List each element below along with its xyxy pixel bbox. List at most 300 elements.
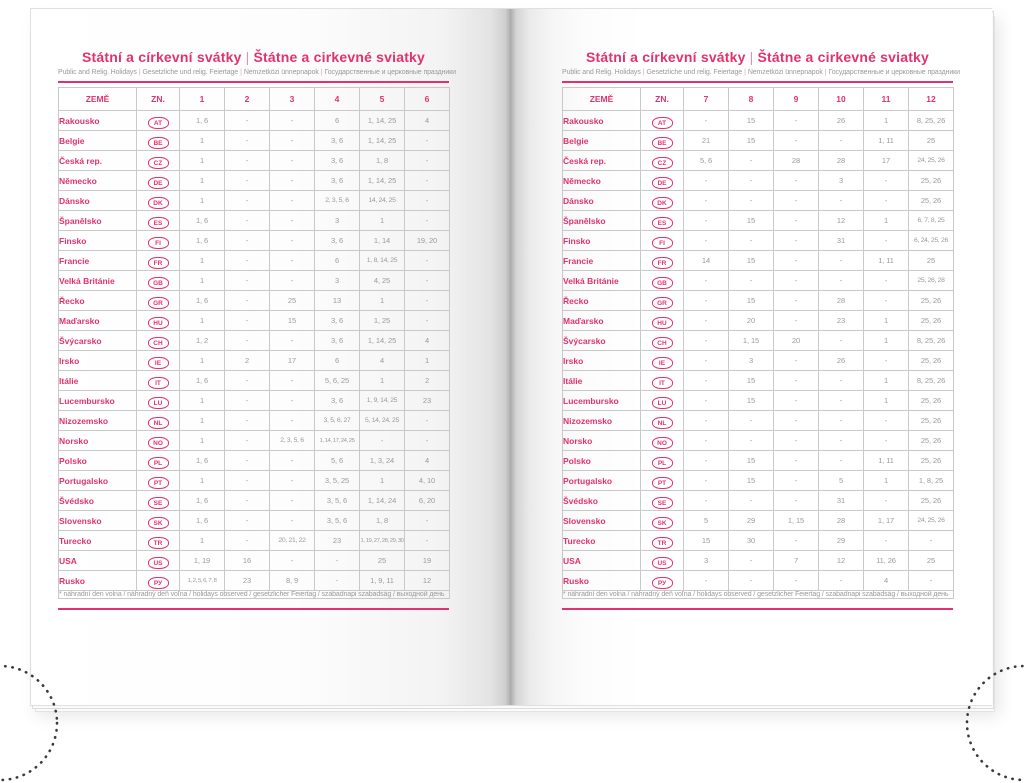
country-code-cell (137, 131, 180, 151)
footnote-text: * náhradní den volna / náhradný deň voľna / holidays observed / gesetzlicher Feiertag / szabadnapi szabadság / выходной день (59, 591, 450, 599)
holiday-days-cell: - (270, 111, 315, 131)
holiday-days-cell: 1, 11 (864, 251, 909, 271)
country-row-BE (59, 131, 450, 151)
holiday-days-cell: 2, 3, 5, 6 (315, 191, 360, 211)
country-code-badge: SK (652, 517, 673, 529)
holiday-days-cell: 25, 26 (909, 171, 954, 191)
holiday-days-cell: - (684, 491, 729, 511)
holiday-days-cell: - (864, 271, 909, 291)
holiday-days-cell: - (270, 391, 315, 411)
holiday-days-cell: - (774, 251, 819, 271)
holidays-table-first-half (58, 87, 450, 599)
holiday-days-cell: 4 (360, 351, 405, 371)
holiday-days-cell: 7 (774, 551, 819, 571)
country-code-cell (641, 251, 684, 271)
country-code-badge: РУ (652, 577, 673, 589)
holiday-days-cell: 23 (225, 571, 270, 591)
holiday-days-cell: 23 (315, 531, 360, 551)
footnote-text: * náhradní den volna / náhradný deň voľna / holidays observed / gesetzlicher Feiertag / szabadnapi szabadság / выходной день (563, 591, 954, 599)
holiday-days-cell: - (225, 411, 270, 431)
holiday-days-cell: - (270, 451, 315, 471)
holiday-days-cell: 8, 25, 26 (909, 371, 954, 391)
holiday-days-cell: - (270, 551, 315, 571)
page-left-months-1-6 (31, 9, 510, 705)
country-name: Maďarsko (59, 311, 137, 331)
holiday-days-cell: 25, 26 (909, 491, 954, 511)
title-separator: | (245, 49, 250, 65)
country-code-badge: HU (148, 317, 169, 329)
country-code-badge: PT (652, 477, 673, 489)
holiday-days-cell: - (774, 171, 819, 191)
country-code-cell (137, 491, 180, 511)
holiday-days-cell: - (729, 151, 774, 171)
holiday-days-cell: 8, 25, 26 (909, 331, 954, 351)
holiday-days-cell: 1 (180, 131, 225, 151)
country-row-SE (59, 491, 450, 511)
holiday-days-cell: 1 (180, 271, 225, 291)
holiday-days-cell: - (405, 151, 450, 171)
holiday-days-cell: - (684, 351, 729, 371)
holiday-days-cell: - (225, 311, 270, 331)
holiday-days-cell: - (819, 191, 864, 211)
holiday-days-cell: - (405, 131, 450, 151)
holiday-days-cell: 28 (819, 291, 864, 311)
country-code-cell (641, 351, 684, 371)
country-name: USA (59, 551, 137, 571)
subtitle-separator: | (320, 69, 323, 76)
country-code-cell (641, 531, 684, 551)
holiday-days-cell: - (864, 291, 909, 311)
holiday-days-cell: 13 (315, 291, 360, 311)
country-code-badge: BE (652, 137, 673, 149)
holiday-days-cell: - (729, 271, 774, 291)
holiday-days-cell: - (405, 191, 450, 211)
holiday-days-cell: - (270, 131, 315, 151)
holiday-days-cell: 5, 6 (315, 451, 360, 471)
holiday-days-cell: 1, 9, 14, 25 (360, 391, 405, 411)
holiday-days-cell: 3, 5, 6, 27 (315, 411, 360, 431)
holiday-days-cell: 1 (180, 531, 225, 551)
holiday-days-cell: - (270, 191, 315, 211)
country-code-badge: SE (652, 497, 673, 509)
country-code-cell (137, 151, 180, 171)
country-row-DK (563, 191, 954, 211)
country-name: Norsko (59, 431, 137, 451)
holiday-days-cell: - (684, 191, 729, 211)
table-header-row (563, 88, 954, 111)
holiday-days-cell: - (909, 531, 954, 551)
country-code-cell (137, 291, 180, 311)
holiday-days-cell: 1 (405, 351, 450, 371)
country-code-badge: PT (148, 477, 169, 489)
holiday-days-cell: 25 (360, 551, 405, 571)
holiday-days-cell: - (225, 251, 270, 271)
holiday-days-cell: 3, 6 (315, 311, 360, 331)
holiday-days-cell: 29 (729, 511, 774, 531)
country-code-cell (137, 471, 180, 491)
country-name: Francie (59, 251, 137, 271)
holiday-days-cell: 19, 20 (405, 231, 450, 251)
holiday-days-cell: - (819, 271, 864, 291)
holiday-days-cell: 1, 14, 25 (360, 171, 405, 191)
country-code-cell (641, 551, 684, 571)
holiday-days-cell: 4, 25 (360, 271, 405, 291)
holiday-days-cell: 12 (819, 551, 864, 571)
subtitle-russian: Государственные и церковные праздники (828, 69, 960, 76)
holiday-days-cell: - (270, 491, 315, 511)
holiday-days-cell: - (774, 371, 819, 391)
holiday-days-cell: - (225, 491, 270, 511)
holiday-days-cell: - (729, 191, 774, 211)
holiday-days-cell: 25, 26 (909, 291, 954, 311)
decorative-dotted-arc-right (964, 663, 1024, 783)
col-header-month-8: 8 (729, 88, 774, 111)
country-code-badge: GB (148, 277, 169, 289)
country-row-GR (563, 291, 954, 311)
country-name: Německo (59, 171, 137, 191)
country-code-badge: GR (148, 297, 169, 309)
holiday-days-cell: - (774, 431, 819, 451)
decorative-dotted-arc-left (0, 663, 60, 783)
holiday-days-cell: - (774, 311, 819, 331)
col-header-month-2: 2 (225, 88, 270, 111)
holiday-days-cell: 1 (180, 251, 225, 271)
holiday-days-cell: - (684, 431, 729, 451)
holiday-days-cell: - (864, 431, 909, 451)
country-code-cell (137, 231, 180, 251)
col-header-month-3: 3 (270, 88, 315, 111)
country-row-FI (59, 231, 450, 251)
country-code-cell (137, 211, 180, 231)
country-name: Řecko (59, 291, 137, 311)
holiday-days-cell: 3, 6 (315, 151, 360, 171)
holiday-days-cell: - (405, 271, 450, 291)
holiday-days-cell: 1, 14, 25 (360, 131, 405, 151)
subtitle-separator: | (138, 69, 141, 76)
holiday-days-cell: 17 (864, 151, 909, 171)
country-row-PT (59, 471, 450, 491)
footer-rule (58, 608, 449, 610)
holiday-days-cell: 3, 6 (315, 331, 360, 351)
country-code-cell (137, 371, 180, 391)
holiday-days-cell: 20 (729, 311, 774, 331)
holiday-days-cell: 2, 3, 5, 6 (270, 431, 315, 451)
country-code-badge: IE (148, 357, 169, 369)
header-rule (562, 81, 953, 83)
holiday-days-cell: - (405, 171, 450, 191)
holiday-days-cell: - (270, 271, 315, 291)
holiday-days-cell: - (864, 191, 909, 211)
country-name: Česká rep. (563, 151, 641, 171)
holiday-days-cell: 3 (819, 171, 864, 191)
holiday-days-cell: 1 (360, 211, 405, 231)
holiday-days-cell: 23 (405, 391, 450, 411)
holiday-days-cell: - (774, 131, 819, 151)
country-code-badge: CZ (148, 157, 169, 169)
holiday-days-cell: - (774, 451, 819, 471)
holiday-days-cell: 1, 17 (864, 511, 909, 531)
holiday-days-cell: - (819, 251, 864, 271)
country-code-badge: HU (652, 317, 673, 329)
country-name: Francie (563, 251, 641, 271)
col-header-month-11: 11 (864, 88, 909, 111)
holiday-days-cell: - (270, 211, 315, 231)
holiday-days-cell: - (405, 291, 450, 311)
country-code-cell (641, 191, 684, 211)
holiday-days-cell: 4 (405, 111, 450, 131)
country-name: Belgie (59, 131, 137, 151)
holiday-days-cell: 5 (819, 471, 864, 491)
holiday-days-cell: - (225, 151, 270, 171)
col-header-code: ZN. (641, 88, 684, 111)
col-header-month-1: 1 (180, 88, 225, 111)
country-code-cell (641, 431, 684, 451)
country-name: Slovensko (563, 511, 641, 531)
holiday-days-cell: 3 (684, 551, 729, 571)
holiday-days-cell: - (774, 411, 819, 431)
holiday-days-cell: 25, 26 (909, 411, 954, 431)
country-name: Polsko (563, 451, 641, 471)
holiday-days-cell: - (729, 571, 774, 591)
country-name: Irsko (59, 351, 137, 371)
country-name: Polsko (59, 451, 137, 471)
holiday-days-cell: - (225, 191, 270, 211)
holiday-days-cell: 3, 6 (315, 391, 360, 411)
country-code-cell (137, 111, 180, 131)
country-row-PT (563, 471, 954, 491)
country-code-badge: ES (148, 217, 169, 229)
country-code-cell (137, 531, 180, 551)
holiday-days-cell: 12 (819, 211, 864, 231)
holiday-days-cell: 15 (729, 251, 774, 271)
country-name: Norsko (563, 431, 641, 451)
country-row-IE (59, 351, 450, 371)
country-name: Dánsko (59, 191, 137, 211)
holiday-days-cell: - (225, 371, 270, 391)
country-code-badge: CH (148, 337, 169, 349)
country-row-CZ (563, 151, 954, 171)
holiday-days-cell: 1, 14, 24 (360, 491, 405, 511)
country-name: Nizozemsko (59, 411, 137, 431)
country-code-badge: NL (148, 417, 169, 429)
title-czech: Státní a církevní svátky (585, 49, 746, 65)
holiday-days-cell: - (819, 451, 864, 471)
country-code-cell (137, 311, 180, 331)
subtitle-separator: | (744, 69, 746, 76)
country-name: Slovensko (59, 511, 137, 531)
footnote-row (563, 591, 954, 599)
country-code-badge: CZ (652, 157, 673, 169)
country-code-cell (641, 291, 684, 311)
page-subtitle (58, 69, 456, 76)
holiday-days-cell: - (729, 491, 774, 511)
holiday-days-cell: 1, 6 (180, 211, 225, 231)
holiday-days-cell: - (225, 511, 270, 531)
holiday-days-cell: 1, 6 (180, 511, 225, 531)
country-name: Španělsko (563, 211, 641, 231)
holiday-days-cell: 1, 11 (864, 131, 909, 151)
country-row-FI (563, 231, 954, 251)
country-code-badge: IT (652, 377, 673, 389)
holiday-days-cell: 25, 26, 28 (909, 271, 954, 291)
holiday-days-cell: 3, 6 (315, 171, 360, 191)
holiday-days-cell: 25, 26 (909, 391, 954, 411)
holiday-days-cell: 28 (819, 511, 864, 531)
holiday-days-cell: - (774, 271, 819, 291)
col-header-month-9: 9 (774, 88, 819, 111)
holiday-days-cell: 28 (774, 151, 819, 171)
holiday-days-cell: 5, 6, 25 (315, 371, 360, 391)
country-code-cell (137, 271, 180, 291)
holiday-days-cell: - (819, 371, 864, 391)
holiday-days-cell: 1, 8 (360, 151, 405, 171)
holiday-days-cell: 1 (360, 291, 405, 311)
country-code-badge: LU (148, 397, 169, 409)
country-row-HU (59, 311, 450, 331)
subtitle-german: Gesetzliche und relig. Feiertage (142, 69, 239, 76)
country-row-TR (59, 531, 450, 551)
holiday-days-cell: 3 (729, 351, 774, 371)
country-code-badge: PL (652, 457, 673, 469)
holiday-days-cell: 1, 15 (774, 511, 819, 531)
holiday-days-cell: - (729, 551, 774, 571)
country-code-badge: AT (148, 117, 169, 129)
holiday-days-cell: 1, 15 (729, 331, 774, 351)
holiday-days-cell: 4, 10 (405, 471, 450, 491)
holiday-days-cell: 3, 5, 25 (315, 471, 360, 491)
country-row-NO (563, 431, 954, 451)
footnote-row (59, 591, 450, 599)
country-name: Maďarsko (563, 311, 641, 331)
country-code-cell (137, 351, 180, 371)
country-name: Lucembursko (563, 391, 641, 411)
country-name: Finsko (563, 231, 641, 251)
col-header-country: ZEMĚ (59, 88, 137, 111)
holiday-days-cell: 1 (864, 371, 909, 391)
country-code-cell (641, 451, 684, 471)
country-row-AT (59, 111, 450, 131)
country-code-badge: SK (148, 517, 169, 529)
holiday-days-cell: - (684, 231, 729, 251)
holiday-days-cell: 1 (180, 471, 225, 491)
holiday-days-cell: 25 (909, 131, 954, 151)
holiday-days-cell: 15 (729, 111, 774, 131)
holiday-days-cell: - (405, 411, 450, 431)
holiday-days-cell: 1, 3, 24 (360, 451, 405, 471)
holiday-days-cell: 29 (819, 531, 864, 551)
holiday-days-cell: 1, 8, 14, 25 (360, 251, 405, 271)
country-code-cell (137, 451, 180, 471)
subtitle-separator: | (824, 69, 827, 76)
country-code-badge: DK (652, 197, 673, 209)
country-row-РУ (59, 571, 450, 591)
holiday-days-cell: - (864, 351, 909, 371)
country-row-HU (563, 311, 954, 331)
country-name: Rakousko (563, 111, 641, 131)
country-row-PL (59, 451, 450, 471)
country-code-cell (641, 511, 684, 531)
holiday-days-cell: 1, 2 (180, 331, 225, 351)
holiday-days-cell: 6 (315, 111, 360, 131)
country-code-badge: LU (652, 397, 673, 409)
holiday-days-cell: - (405, 511, 450, 531)
country-name: Finsko (59, 231, 137, 251)
holiday-days-cell: - (405, 431, 450, 451)
holiday-days-cell: - (270, 371, 315, 391)
country-row-SE (563, 491, 954, 511)
holiday-days-cell: 1, 6 (180, 111, 225, 131)
country-code-cell (641, 211, 684, 231)
holiday-days-cell: - (774, 531, 819, 551)
country-row-FR (59, 251, 450, 271)
holiday-days-cell: 6, 20 (405, 491, 450, 511)
country-code-cell (641, 111, 684, 131)
holidays-table-second-half (562, 87, 954, 599)
country-code-cell (641, 411, 684, 431)
country-code-badge: US (652, 557, 673, 569)
country-name: Velká Británie (563, 271, 641, 291)
holiday-days-cell: 24, 25, 26 (909, 511, 954, 531)
country-name: Nizozemsko (563, 411, 641, 431)
holiday-days-cell: - (270, 331, 315, 351)
country-code-cell (641, 391, 684, 411)
holiday-days-cell: 31 (819, 231, 864, 251)
holiday-days-cell: - (819, 391, 864, 411)
country-row-РУ (563, 571, 954, 591)
holiday-days-cell: 1, 8 (360, 511, 405, 531)
holiday-days-cell: 6, 24, 25, 26 (909, 231, 954, 251)
holiday-days-cell: 15 (729, 291, 774, 311)
country-code-cell (641, 371, 684, 391)
holiday-days-cell: 23 (819, 311, 864, 331)
holiday-days-cell: - (225, 131, 270, 151)
holiday-days-cell: 4 (864, 571, 909, 591)
holiday-days-cell: 1 (180, 311, 225, 331)
footer-rule (562, 608, 953, 610)
holiday-days-cell: - (819, 431, 864, 451)
country-row-TR (563, 531, 954, 551)
country-code-cell (641, 571, 684, 591)
holiday-days-cell: 31 (819, 491, 864, 511)
country-name: Itálie (59, 371, 137, 391)
country-code-badge: FR (148, 257, 169, 269)
holiday-days-cell: 26 (819, 111, 864, 131)
holiday-days-cell: 1 (864, 311, 909, 331)
holiday-days-cell: - (684, 371, 729, 391)
holiday-days-cell: - (225, 431, 270, 451)
holiday-days-cell: 15 (729, 451, 774, 471)
holiday-days-cell: 3 (315, 271, 360, 291)
holiday-days-cell: 25, 26 (909, 351, 954, 371)
country-code-cell (641, 231, 684, 251)
holiday-days-cell: - (684, 391, 729, 411)
country-code-badge: РУ (148, 577, 169, 589)
holiday-days-cell: - (225, 471, 270, 491)
holiday-days-cell: - (774, 391, 819, 411)
col-header-month-6: 6 (405, 88, 450, 111)
holiday-days-cell: - (774, 491, 819, 511)
holiday-days-cell: - (774, 231, 819, 251)
holiday-days-cell: 25, 26 (909, 431, 954, 451)
holiday-days-cell: 1, 9, 11 (360, 571, 405, 591)
holiday-days-cell: - (774, 111, 819, 131)
holiday-days-cell: - (774, 211, 819, 231)
country-code-badge: FR (652, 257, 673, 269)
country-code-cell (137, 191, 180, 211)
col-header-country: ZEMĚ (563, 88, 641, 111)
country-row-SK (563, 511, 954, 531)
country-code-badge: TR (652, 537, 673, 549)
